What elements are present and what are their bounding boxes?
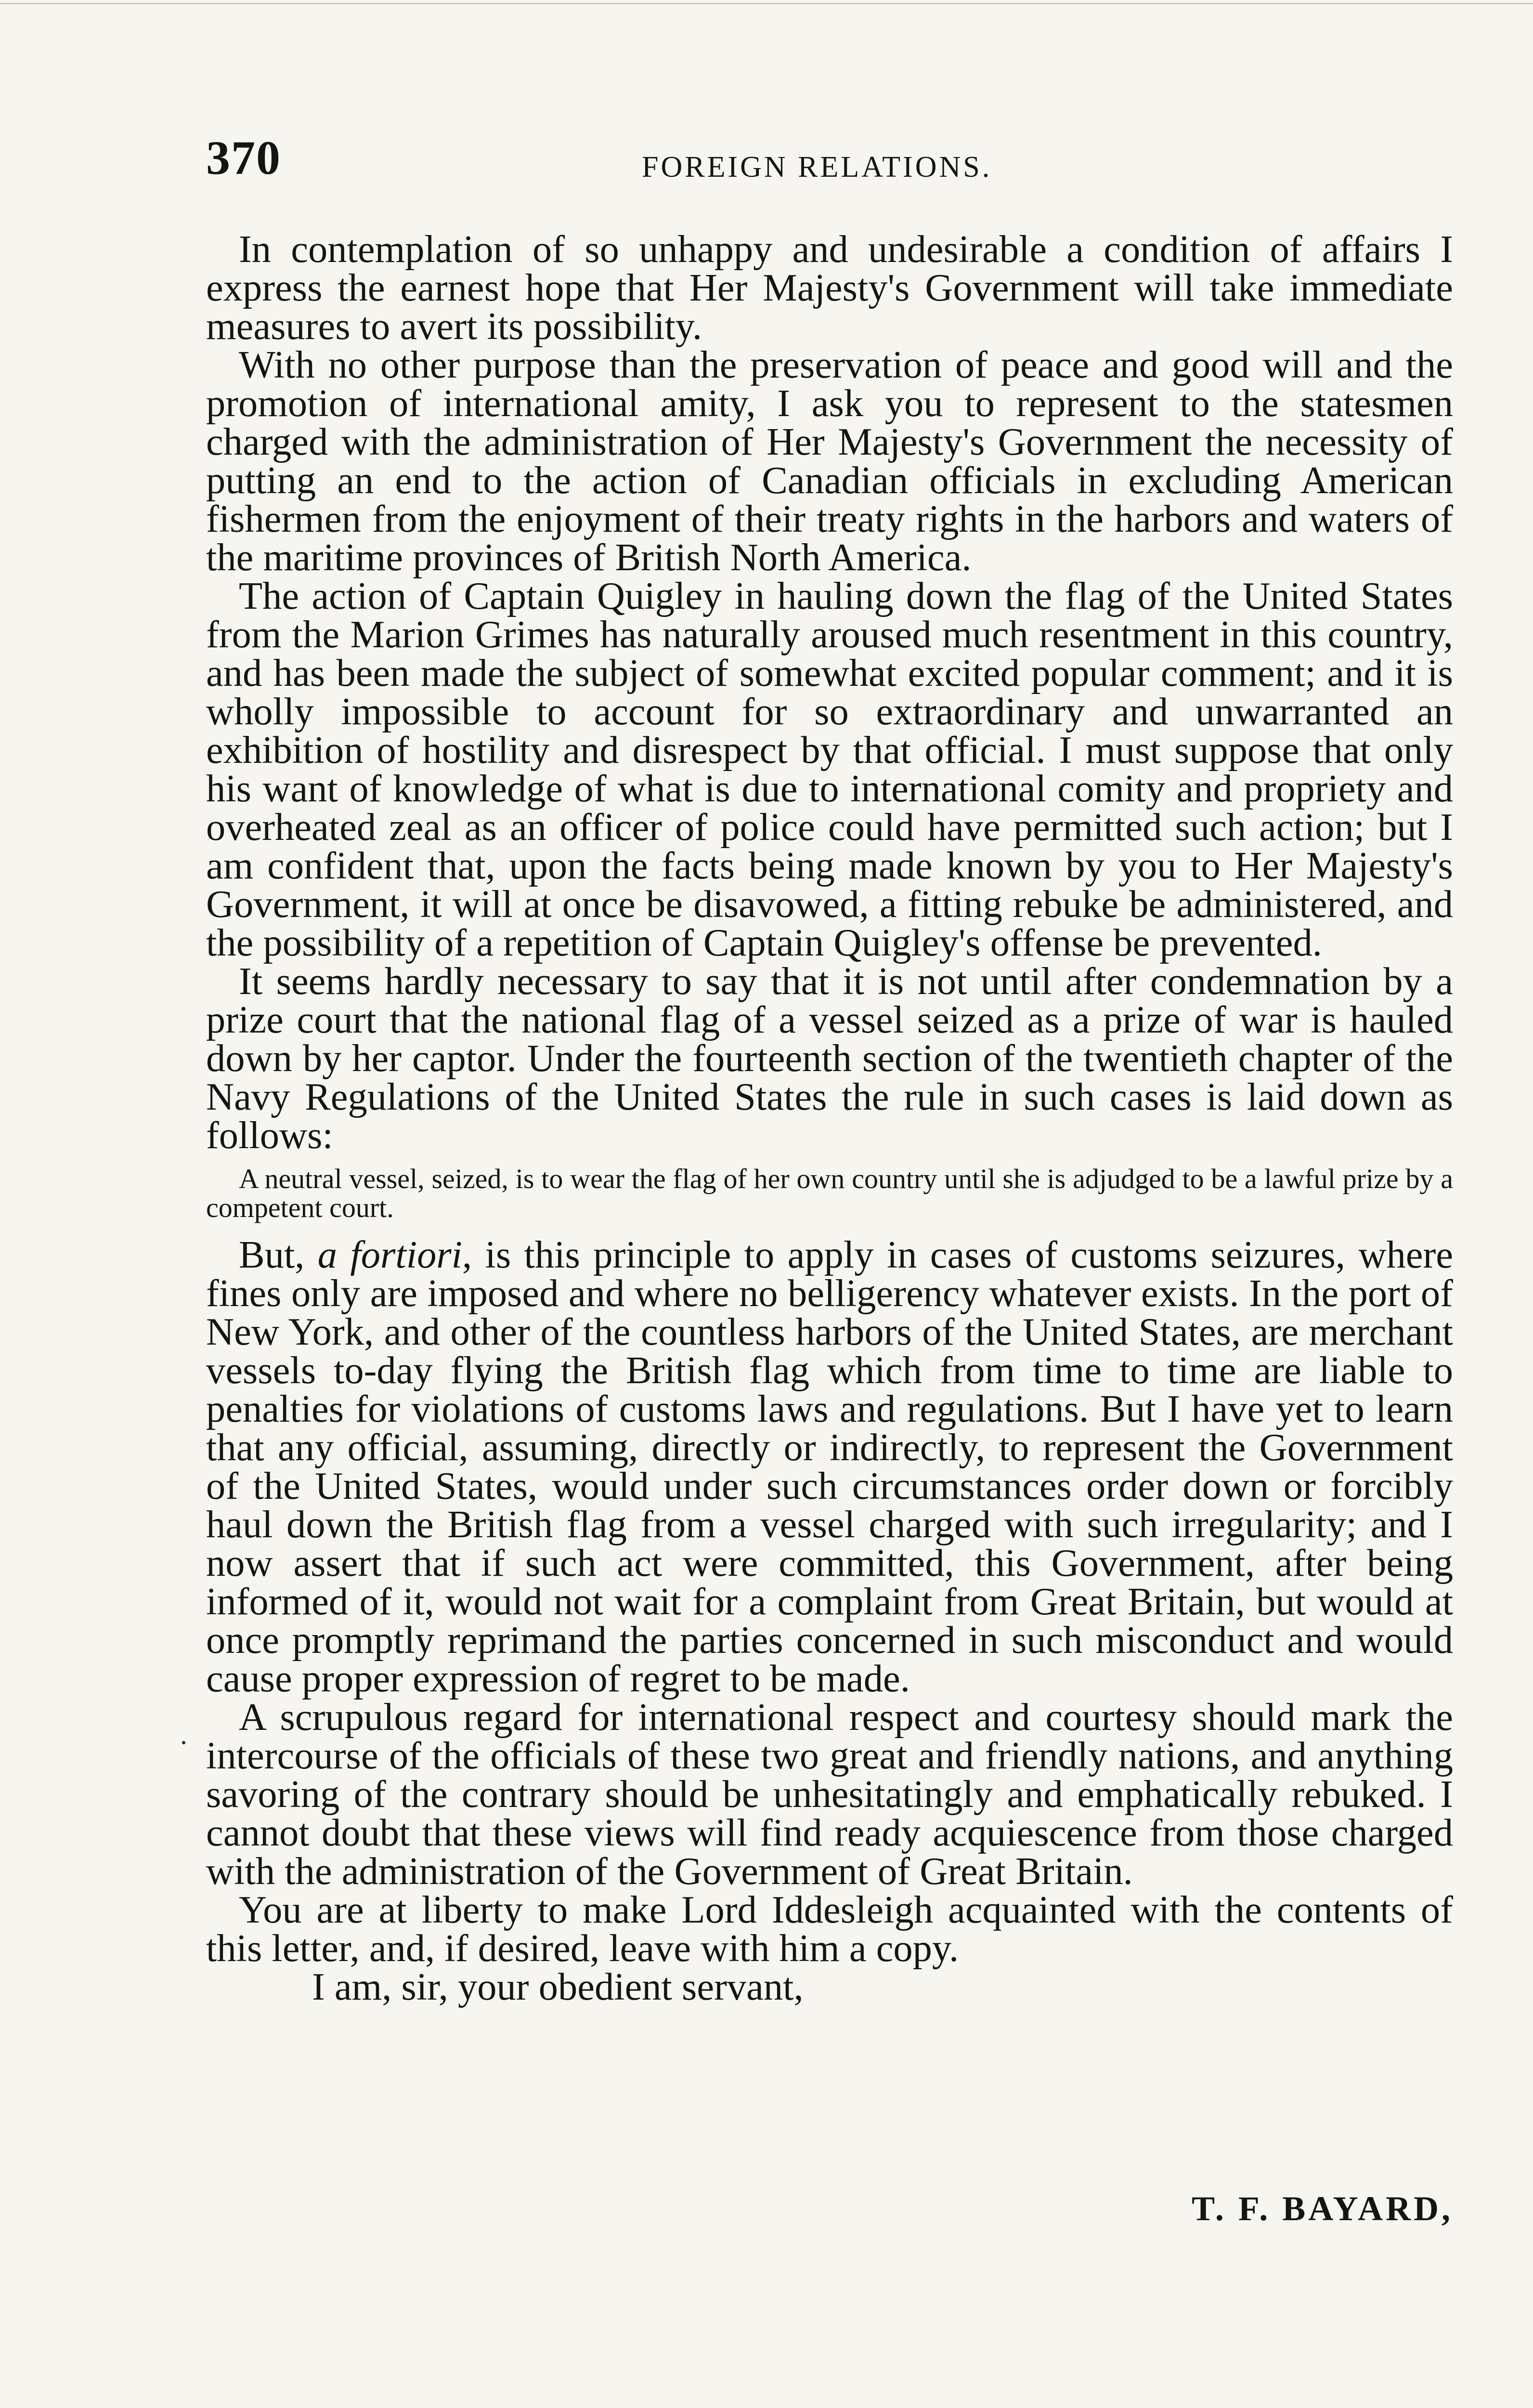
running-head: FOREIGN RELATIONS. — [642, 151, 992, 183]
paragraph-lead: But, — [239, 1233, 318, 1276]
paragraph: In contemplation of so unhappy and undesirable a condition of affairs I express the earnest hope that Her Majesty's Government will take immediate measures to avert its possibility. — [206, 228, 1453, 348]
regulation-quote: A neutral vessel, seized, is to wear the flag of her own country until she is adjudged to be a lawful prize by a competent court. — [206, 1163, 1453, 1223]
paragraph: You are at liberty to make Lord Iddesleigh acquainted with the contents of this letter, and, if desired, leave with him a copy. — [206, 1888, 1453, 1970]
paragraph: The action of Captain Quigley in hauling down the flag of the United States from the Marion Grimes has naturally aroused much resentment in this country, and has been made the subject of somewhat excited popular comment; and it is wholly impossible to account for so extraordinary and unwarranted an exhibition of hostility and disrespect by that official. I must suppose that only his want of knowledge of what is due to international comity and propriety and overheated zeal as an officer of police could have permitted such action; but I am confident that, upon the facts being made known by you to Her Majesty's Government, it will at once be disavowed, a fitting rebuke be administered, and the possibility of a repetition of Captain Quigley's offense be prevented. — [206, 575, 1453, 964]
closing-line: I am, sir, your obedient servant, — [312, 1965, 804, 2008]
signature-area — [206, 0, 1453, 2408]
paragraph: It seems hardly necessary to say that it is not until after condemnation by a prize court that the national flag of a vessel seized as a prize of war is hauled down by her captor. Under the fourteenth section of the twentieth chapter of the Navy Regulations of the United States the rule in such cases is laid down as follows: — [206, 960, 1453, 1157]
paragraph: With no other purpose than the preservation of peace and good will and the promotion of international amity, I ask you to represent to the statesmen charged with the administration of Her Majesty's Government the necessity of putting an end to the action of Canadian officials in excluding American fishermen from the enjoyment of their treaty rights in the harbors and waters of the maritime provinces of British North America. — [206, 343, 1453, 579]
margin-speck — [182, 1741, 185, 1744]
paragraph: A scrupulous regard for international respect and courtesy should mark the intercourse of the officials of these two great and friendly nations, and anything savoring of the contrary should be unhesitatingly and emphatically rebuked. I cannot doubt that these views will find ready acquiescence from those charged with the administration of the Government of Great Britain. — [206, 1696, 1453, 1893]
paragraph-rest: , is this principle to apply in cases of customs seizures, where fines only are imposed and where no belligerency whatever exists. In the port of New York, and other of the countless harbors of the United States, are merchant vessels to-day flying the British flag which from time to time are liable to penalties for violations of customs laws and regulations. But I have yet to learn that any official, assuming, directly or indirectly, to represent the Government of the United States, would under such circumstances order down or forcibly haul down the British flag from a vessel charged with such irregularity; and I now assert that if such act were committed, this Government, after being informed of it, would not wait for a complaint from Great Britain, but would at once promptly reprimand the parties concerned in such misconduct and would cause proper expression of regret to be made. — [206, 1233, 1454, 1700]
page-number: 370 — [206, 131, 281, 184]
latin-phrase: a fortiori — [317, 1233, 463, 1276]
signature: T. F. BAYARD, — [1192, 2189, 1453, 2228]
